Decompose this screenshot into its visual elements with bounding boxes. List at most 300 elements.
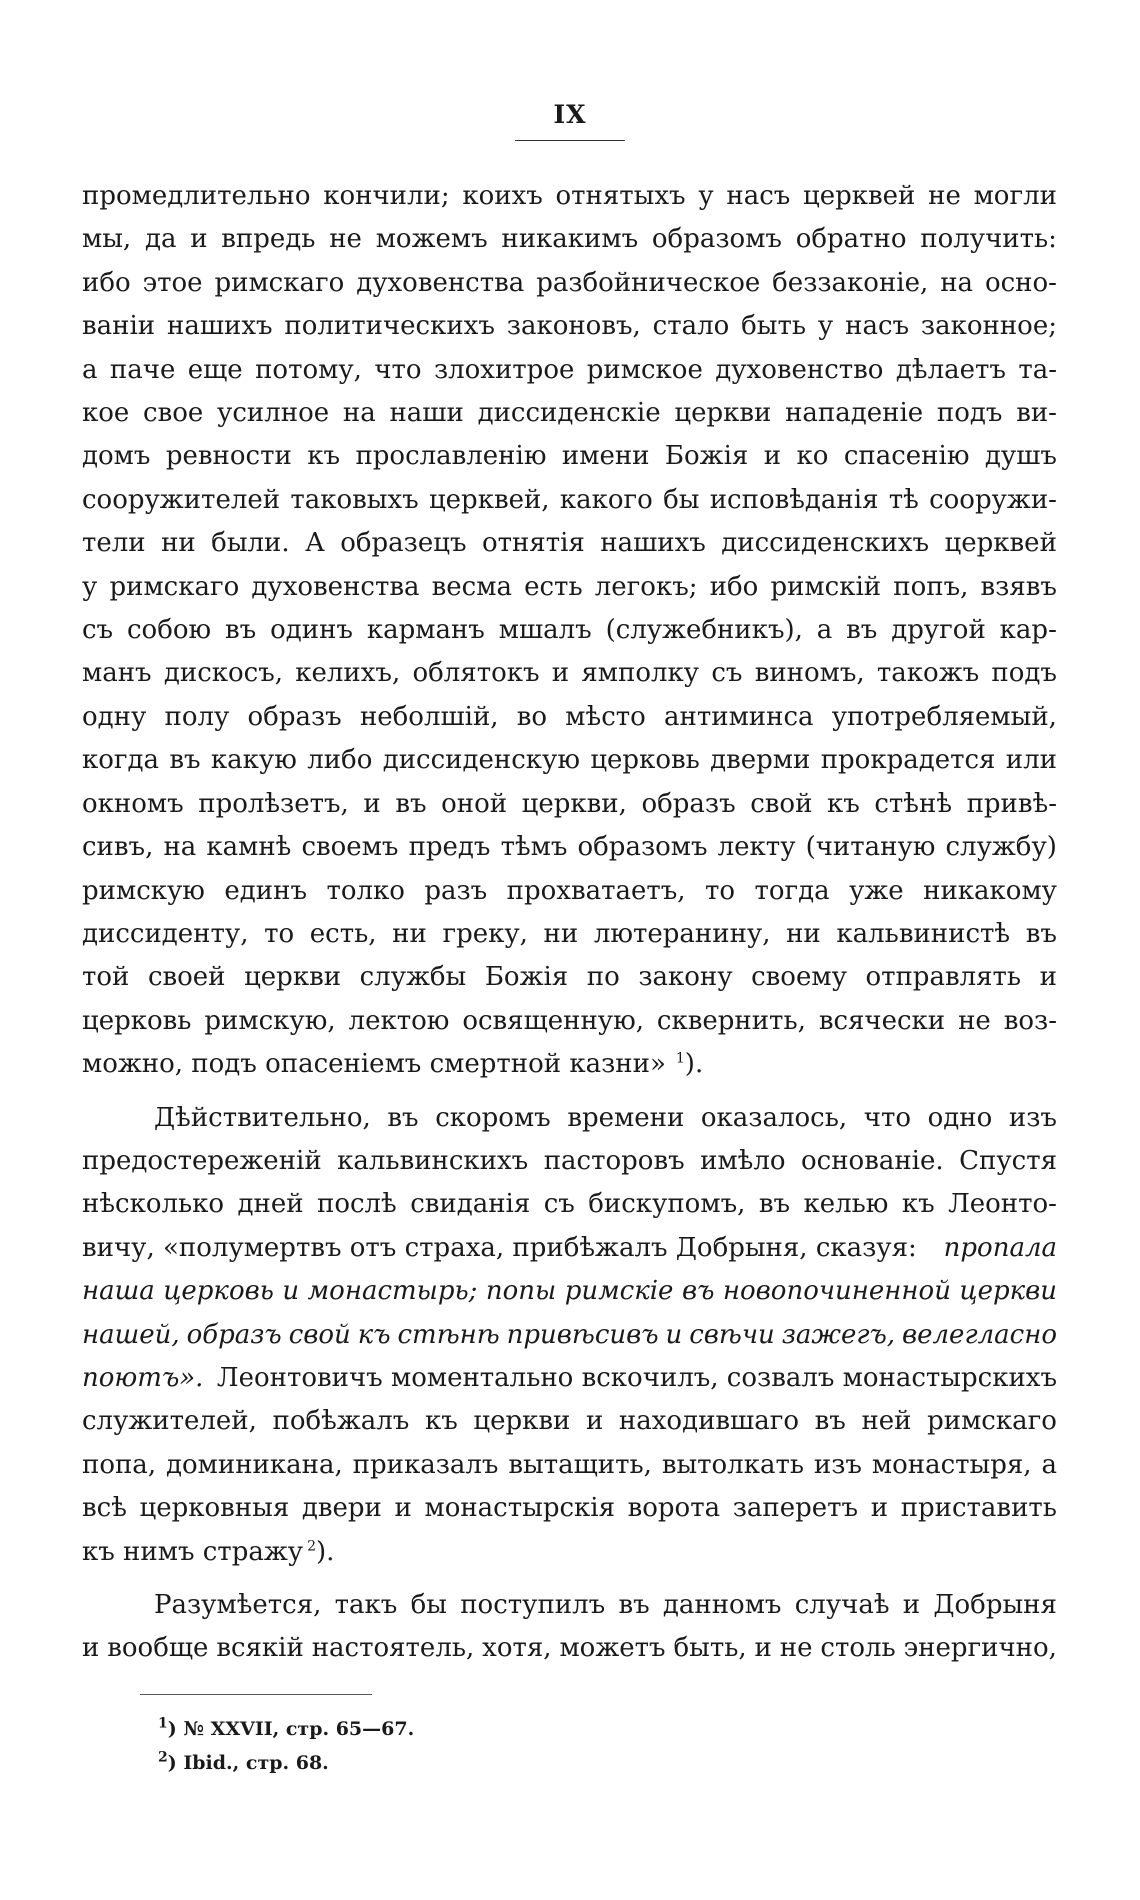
word: отнятыхъ (555, 181, 686, 211)
word: вообще (107, 1633, 209, 1664)
word: сивъ, (82, 832, 154, 863)
word: а (82, 354, 98, 385)
word: ни (786, 918, 821, 949)
word: церкви (674, 398, 772, 429)
word: Дѣйствительно, (154, 1102, 371, 1133)
word: церкви (244, 962, 342, 993)
word: то (704, 875, 736, 906)
word: есть (524, 571, 583, 602)
word: ревности (165, 441, 292, 472)
word: промедлительно (82, 181, 311, 211)
word: церквей, (428, 484, 550, 515)
text-line (82, 479, 1057, 522)
word: всячески (818, 1005, 946, 1036)
word: пролѣзетъ, (198, 788, 349, 819)
word: одинъ (270, 615, 353, 646)
word: пасторовъ (543, 1145, 685, 1176)
word: весма (431, 571, 512, 602)
word: къ (901, 1189, 935, 1220)
word: служителей, (82, 1406, 257, 1437)
paragraph-2 (82, 1097, 1057, 1574)
word: отнятія (481, 528, 585, 559)
word: диссиденскихъ (721, 528, 930, 559)
word: нападеніе (785, 398, 924, 429)
word: въ (681, 1276, 715, 1307)
word: случаѣ (794, 1590, 890, 1620)
word: и (551, 658, 570, 689)
word: римскій (770, 571, 882, 602)
word: заперетъ (732, 1493, 859, 1524)
word: скоромъ (435, 1102, 551, 1133)
word: настоятель, (311, 1633, 475, 1664)
word: ворота (627, 1493, 721, 1524)
word: и (902, 1590, 921, 1620)
word: энергично, (903, 1633, 1057, 1664)
word: образомъ (651, 224, 782, 255)
word: наши (389, 398, 464, 429)
text-line (82, 826, 1057, 869)
word: свой (288, 1319, 351, 1350)
word: находившаго (618, 1406, 799, 1437)
word: неболшій, (359, 701, 499, 732)
word: да (144, 224, 177, 255)
word: своему (751, 962, 847, 993)
word: основаніе. (801, 1145, 944, 1176)
word: попа, (82, 1449, 157, 1480)
word: бы (410, 1590, 447, 1620)
text-line (82, 435, 1057, 478)
word: другой (891, 615, 986, 646)
word: бы (663, 484, 700, 515)
text-line (82, 652, 1057, 695)
footnote-text: ) № XXVII, стр. 65—67. (167, 1718, 415, 1740)
word: вытащить, (508, 1449, 652, 1480)
word: прохватаетъ, (506, 875, 686, 906)
word: свой (750, 788, 813, 819)
text-line (82, 522, 1057, 565)
word: кальвинскихъ (337, 1145, 529, 1176)
word: когда (82, 745, 160, 776)
word: столь (820, 1633, 896, 1664)
word: политическихъ (284, 311, 495, 342)
footnote-rule (140, 1694, 372, 1695)
word: духовенства (356, 267, 525, 298)
word: послѣ (317, 1189, 397, 1220)
word: подъ (936, 398, 1003, 429)
word: еще (187, 354, 243, 385)
word: церкви, (521, 788, 627, 819)
word: времени (567, 1102, 685, 1133)
word: къ (424, 1406, 458, 1437)
footnote-mark: 2 (158, 1749, 168, 1766)
word: разъ (424, 875, 488, 906)
text-line-last (82, 1531, 1057, 1574)
word: на (342, 398, 376, 429)
body-text (82, 175, 1057, 1671)
word: единъ (224, 875, 307, 906)
word: стѣнѣ (874, 788, 952, 819)
word: побѣжалъ (272, 1406, 410, 1437)
word: привѣсивъ (506, 1319, 659, 1350)
word: то (264, 918, 295, 949)
word: осно- (984, 267, 1057, 298)
word: отправлять (865, 962, 1022, 993)
word: освященную, (462, 1005, 644, 1036)
word: римскаго (214, 267, 345, 298)
word: закону (638, 962, 733, 993)
word: собою (126, 615, 212, 646)
word: нашихъ (167, 311, 273, 342)
word: ни (392, 918, 427, 949)
word: что (374, 354, 422, 385)
word: предостереженій (82, 1145, 322, 1176)
footnote-ref-mark: 2 (307, 1537, 316, 1554)
word: мѣсто (565, 701, 646, 732)
footnote-2 (158, 1746, 414, 1780)
word: римскую, (204, 1005, 336, 1036)
text-line (82, 175, 1057, 218)
word: церкви (473, 1406, 571, 1437)
word: дѣлаетъ (895, 354, 1006, 385)
word: исповѣданія (709, 484, 879, 515)
text-line (82, 218, 1057, 261)
word: никакимъ (501, 224, 639, 255)
word: ни (543, 918, 579, 949)
word: такожъ (876, 658, 980, 689)
word: потому, (255, 354, 362, 385)
paragraph-1 (82, 175, 1057, 1087)
word: Божія (484, 962, 569, 993)
word: Спустя (959, 1145, 1057, 1176)
word: имѣло (700, 1145, 786, 1176)
italic-line (82, 1270, 1057, 1313)
word: своемъ (301, 832, 399, 863)
word: церковь (590, 745, 700, 776)
word: монастыря, (871, 1449, 1032, 1480)
word: стѣнѣ (397, 1319, 500, 1350)
word: коихъ (462, 181, 543, 211)
text-line (82, 1000, 1057, 1043)
word: этое (142, 267, 203, 298)
word: на (163, 832, 197, 863)
footnote-mark: 1 (158, 1715, 168, 1732)
word: дискосъ, (163, 658, 284, 689)
word: церковь (163, 1276, 274, 1307)
word: та- (1018, 354, 1057, 385)
text-line (82, 609, 1057, 652)
word: ви- (1016, 398, 1057, 429)
word: употребляемый, (831, 701, 1057, 732)
word: и (394, 1493, 412, 1524)
text-line (82, 349, 1057, 392)
word: той (82, 962, 130, 993)
word: насъ (726, 181, 791, 211)
text-line-last (82, 1043, 1057, 1086)
word: антиминса (664, 701, 814, 732)
word: беззаконіе, (772, 267, 929, 298)
text-line (82, 1140, 1057, 1183)
word: лектою (348, 1005, 450, 1036)
text-line (82, 262, 1057, 305)
word: камнѣ (206, 832, 292, 863)
word: (служебникъ), (605, 615, 803, 646)
word: къ (307, 441, 341, 472)
word: римскую (82, 875, 205, 906)
text-line (82, 1400, 1057, 1443)
word: ко (796, 441, 829, 472)
word: обратно (795, 224, 907, 255)
word: попы (485, 1276, 557, 1307)
word: впредь (221, 224, 316, 255)
footnote-ref (307, 1531, 346, 1574)
word: по (586, 962, 620, 993)
word: можетъ (559, 1633, 666, 1664)
word: А (305, 528, 325, 559)
word: Добрыня (933, 1590, 1057, 1620)
word: можемъ (375, 224, 488, 255)
word: прославленію (355, 441, 547, 472)
word: Разумѣется, (154, 1590, 322, 1620)
text-line (82, 305, 1057, 348)
word: и (363, 788, 381, 819)
footnote-ref-tail: ). (315, 1536, 335, 1567)
text-line (82, 696, 1057, 739)
word: у (698, 181, 714, 211)
word: и (585, 1406, 604, 1437)
text-line (82, 1444, 1057, 1487)
word: тѣ (888, 484, 919, 515)
word: монастырскія (424, 1493, 615, 1524)
word: образецъ (340, 528, 467, 559)
word: быть, (673, 1633, 747, 1664)
word: получить: (920, 224, 1057, 255)
word: въ (169, 745, 201, 776)
text-fragment: можно, подъ опасеніемъ смертной казни» (82, 1049, 666, 1080)
word: лекту (717, 832, 796, 863)
word: дней (237, 1189, 304, 1220)
word: данномъ (662, 1590, 782, 1620)
word: злохитрое (433, 354, 575, 385)
word: такъ (334, 1590, 398, 1620)
text-line (82, 956, 1057, 999)
word: римскаго (109, 571, 240, 602)
word: тели (82, 528, 146, 559)
text-line (82, 1487, 1057, 1530)
word: а (1041, 1449, 1057, 1480)
word: въ (1025, 918, 1057, 949)
word: усилное (217, 398, 330, 429)
word: и (754, 1633, 772, 1664)
word: свиданія (410, 1189, 531, 1220)
word: лютеранину, (593, 918, 771, 949)
word: монастырь; (307, 1276, 478, 1307)
word: паче (109, 354, 176, 385)
word: кальвинистѣ (836, 918, 1011, 949)
word: тогда (754, 875, 830, 906)
word: римскіе (564, 1276, 674, 1307)
word: церкви (959, 1276, 1057, 1307)
footnote-ref-tail: ). (684, 1049, 704, 1080)
word: образъ (247, 701, 342, 732)
word: въ (387, 1102, 419, 1133)
word: диссиденту, (82, 918, 249, 949)
word: всякій (216, 1633, 304, 1664)
word: съ (711, 658, 743, 689)
word: свѣчи (689, 1319, 775, 1350)
text-line (82, 870, 1057, 913)
word: свое (143, 398, 204, 429)
text-fragment: вичу, «полумертвъ отъ страха, прибѣжалъ Добрыня, сказуя: (82, 1232, 917, 1263)
word: взявъ (980, 571, 1057, 602)
word: кончили; (323, 181, 450, 211)
word: и (1039, 962, 1057, 993)
text-line (82, 1097, 1057, 1140)
footnote-1 (158, 1712, 414, 1746)
text-line-mixed (82, 1357, 1057, 1400)
word: есть, (309, 918, 377, 949)
word: хотя, (482, 1633, 552, 1664)
word: и (665, 1319, 683, 1350)
word: въ (846, 615, 878, 646)
word: душъ (984, 441, 1057, 472)
word: въ (395, 788, 427, 819)
text-fragment: къ нимъ стражу (82, 1536, 304, 1567)
word: кое (82, 398, 130, 429)
word: какого (559, 484, 653, 515)
word: домъ (82, 441, 151, 472)
word: предъ (408, 832, 491, 863)
word: въ (225, 615, 257, 646)
text-line (82, 1627, 1057, 1670)
footnotes (158, 1712, 414, 1780)
word: законное; (920, 311, 1057, 342)
word: сооружителей (82, 484, 281, 515)
word: никакому (923, 875, 1057, 906)
word: приставить (900, 1493, 1057, 1524)
word: уже (849, 875, 904, 906)
word: келихъ, (295, 658, 401, 689)
word: церковныя (139, 1493, 290, 1524)
text-fragment: Леонтовичъ моментально вскочилъ, созвалъ монастырскихъ (216, 1362, 1057, 1393)
word: съ (543, 1189, 575, 1220)
word: въ (758, 1189, 790, 1220)
word: сквернить, (656, 1005, 806, 1036)
word: стало (652, 311, 730, 342)
word: какую (210, 745, 297, 776)
word: окномъ (82, 788, 184, 819)
word: къ (357, 1319, 391, 1350)
word: не (958, 1005, 991, 1036)
word: разбойническое (536, 267, 761, 298)
word: мы, (82, 224, 132, 255)
word: наша (82, 1276, 155, 1307)
word: изъ (1008, 1102, 1057, 1133)
word: дверми (710, 745, 811, 776)
word: греку, (442, 918, 528, 949)
word: образъ (641, 788, 736, 819)
word: вытолкать (661, 1449, 804, 1480)
word: ни (161, 528, 196, 559)
word: приказалъ (352, 1449, 499, 1480)
word: не (928, 181, 961, 211)
italic-fragment: поютъ». (82, 1362, 204, 1393)
text-line-mixed (82, 1227, 1057, 1270)
word: одну (82, 701, 147, 732)
word: облятокъ (412, 658, 540, 689)
word: (читаную (805, 832, 936, 863)
footnote-ref (676, 1043, 715, 1086)
word: легокъ; (594, 571, 698, 602)
word: манъ (82, 658, 152, 689)
word: и (190, 224, 208, 255)
word: съ (82, 615, 114, 646)
word: сооружи- (929, 484, 1057, 515)
word: зажегъ, (781, 1319, 896, 1350)
header-rule (515, 140, 625, 141)
word: новопочиненной (722, 1276, 951, 1307)
page-number: IX (553, 100, 587, 129)
text-line (82, 392, 1057, 435)
word: у (82, 571, 98, 602)
word: либо (307, 745, 373, 776)
word: церквей (803, 181, 916, 211)
word: своей (147, 962, 226, 993)
word: привѣ- (966, 788, 1057, 819)
word: и (870, 1493, 889, 1524)
word: Леонто- (948, 1189, 1057, 1220)
italic-fragment: пропала (943, 1232, 1057, 1263)
word: на (940, 267, 974, 298)
word: могли (973, 181, 1057, 211)
word: ваніи (82, 311, 156, 342)
word: кар- (999, 615, 1057, 646)
italic-line (82, 1314, 1057, 1357)
word: ибо (709, 571, 759, 602)
footnote-text: ) Ibid., стр. 68. (167, 1752, 329, 1774)
word: не (779, 1633, 813, 1664)
word: духовенство (715, 354, 884, 385)
word: мшалъ (498, 615, 592, 646)
word: духовенства (251, 571, 420, 602)
word: карманъ (366, 615, 485, 646)
word: оной (441, 788, 508, 819)
word: насъ (845, 311, 910, 342)
word: нашей, (82, 1319, 180, 1350)
word: тѣмъ (500, 832, 568, 863)
paragraph-3 (82, 1584, 1057, 1671)
word: нѣсколько (82, 1189, 225, 1220)
word: были. (211, 528, 290, 559)
text-line (82, 739, 1057, 782)
text-line (82, 913, 1057, 956)
word: ямполку (581, 658, 700, 689)
word: двери (301, 1493, 382, 1524)
word: спасенію (843, 441, 970, 472)
word: поступилъ (460, 1590, 606, 1620)
word: доминикана, (166, 1449, 343, 1480)
word: подъ (991, 658, 1057, 689)
word: въ (814, 1406, 846, 1437)
word: толко (326, 875, 405, 906)
word: таковыхъ (290, 484, 419, 515)
word: а (816, 615, 833, 646)
word: ибо (82, 267, 131, 298)
word: одно (927, 1102, 993, 1133)
word: келью (803, 1189, 889, 1220)
word: оказалось, (700, 1102, 848, 1133)
word: нашихъ (600, 528, 706, 559)
word: велегласно (901, 1319, 1057, 1350)
